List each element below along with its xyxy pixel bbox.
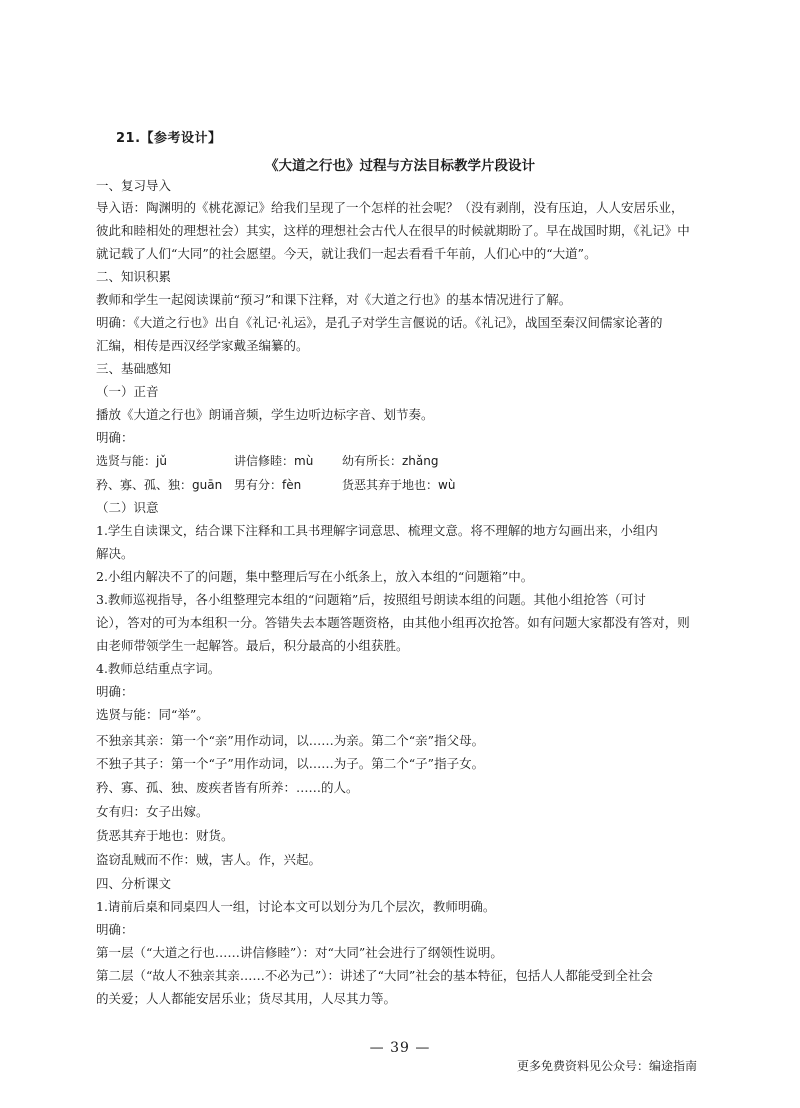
analysis-layer-line: 第二层（“故人不独亲其亲……不必为己”）：讲述了“大同”社会的基本特征，包括人人都能受到全社会 [96,968,653,983]
pronunciation-item: 男有分：fèn [234,478,302,492]
meaning-step-line: 4.教师总结重点字词。 [96,661,221,676]
key-word-item: 矜、寡、孤、独、废疾者皆有所养：……的人。 [96,780,359,795]
pronunciation-item: 矜、寡、孤、独：guān [96,478,223,492]
page-number: — 39 — [369,1040,431,1056]
section-heading-analysis: 四、分析课文 [96,876,172,891]
question-number: 21.【参考设计】 [116,131,222,146]
footer-note: 更多免费资料见公众号：编途指南 [516,1059,697,1073]
knowledge-paragraph-line: 汇编，相传是西汉经学家戴圣编纂的。 [96,338,309,353]
clarify-label: 明确： [96,684,134,699]
pronunciation-instruction: 播放《大道之行也》朗诵音频，学生边听边标字音、划节奏。 [96,407,434,422]
analysis-step-line: 1.请前后桌和同桌四人一组，讨论本文可以划分为几个层次，教师明确。 [96,899,496,914]
analysis-layer-line: 第一层（“大道之行也……讲信修睦”）：对“大同”社会进行了纲领性说明。 [96,945,503,960]
clarify-label: 明确： [96,430,134,445]
meaning-step-line: 由老师带领学生一起解答。最后，积分最高的小组获胜。 [96,638,409,653]
section-heading-knowledge: 二、知识积累 [96,269,172,284]
key-word-item: 不独亲其亲：第一个“亲”用作动词，以……为亲。第二个“亲”指父母。 [96,733,485,748]
document-title: 《大道之行也》过程与方法目标教学片段设计 [265,158,535,174]
pronunciation-item: 幼有所长：zhǎng [342,454,439,468]
subsection-heading-pronunciation: （一）正音 [96,384,159,399]
key-word-item: 盗窃乱贼而不作：贼，害人。作，兴起。 [96,852,322,867]
meaning-step-line: 论），答对的可为本组积一分。答错失去本题答题资格，由其他小组再次抢答。如有问题大家都没有答对，则 [96,615,690,630]
meaning-step-line: 解决。 [96,546,134,561]
meaning-step-line: 1.学生自读课文，结合课下注释和工具书理解字词意思、梳理文意。将不理解的地方勾画出来，小组内 [96,523,658,538]
key-word-item: 货恶其弃于地也：财货。 [96,828,234,843]
pronunciation-item: 选贤与能：jǔ [96,454,167,468]
section-heading-review: 一、复习导入 [96,178,172,193]
meaning-step-line: 2.小组内解决不了的问题，集中整理后写在小纸条上，放入本组的“问题箱”中。 [96,569,534,584]
section-heading-basic: 三、基础感知 [96,361,172,376]
key-word-item: 选贤与能：同“举”。 [96,707,209,722]
intro-paragraph-line: 导入语：陶渊明的《桃花源记》给我们呈现了一个怎样的社会呢？（没有剥削，没有压迫，人人安居乐业， [96,200,684,215]
intro-paragraph-line: 彼此和睦相处的理想社会）其实，这样的理想社会古代人在很早的时候就期盼了。早在战国时期，《礼记》中 [96,223,690,238]
pronunciation-item: 货恶其弃于地也：wù [342,478,456,492]
key-word-item: 女有归：女子出嫁。 [96,804,209,819]
key-word-item: 不独子其子：第一个“子”用作动词，以……为子。第二个“子”指子女。 [96,756,485,771]
meaning-step-line: 3.教师巡视指导，各小组整理完本组的“问题箱”后，按照组号朗读本组的问题。其他小组抢答（可讨 [96,592,646,607]
analysis-layer-line: 的关爱；人人都能安居乐业；货尽其用，人尽其力等。 [96,991,397,1006]
knowledge-paragraph-line: 明确：《大道之行也》出自《礼记·礼运》，是孔子对学生言偃说的话。《礼记》，战国至秦汉间儒家论著的 [96,315,663,330]
clarify-label: 明确： [96,922,134,937]
knowledge-paragraph-line: 教师和学生一起阅读课前“预习”和课下注释，对《大道之行也》的基本情况进行了解。 [96,292,572,307]
intro-paragraph-line: 就记载了人们“大同”的社会愿望。今天，就让我们一起去看看千年前，人们心中的“大道”。 [96,246,597,261]
pronunciation-item: 讲信修睦：mù [234,454,314,468]
subsection-heading-meaning: （二）识意 [96,500,159,515]
